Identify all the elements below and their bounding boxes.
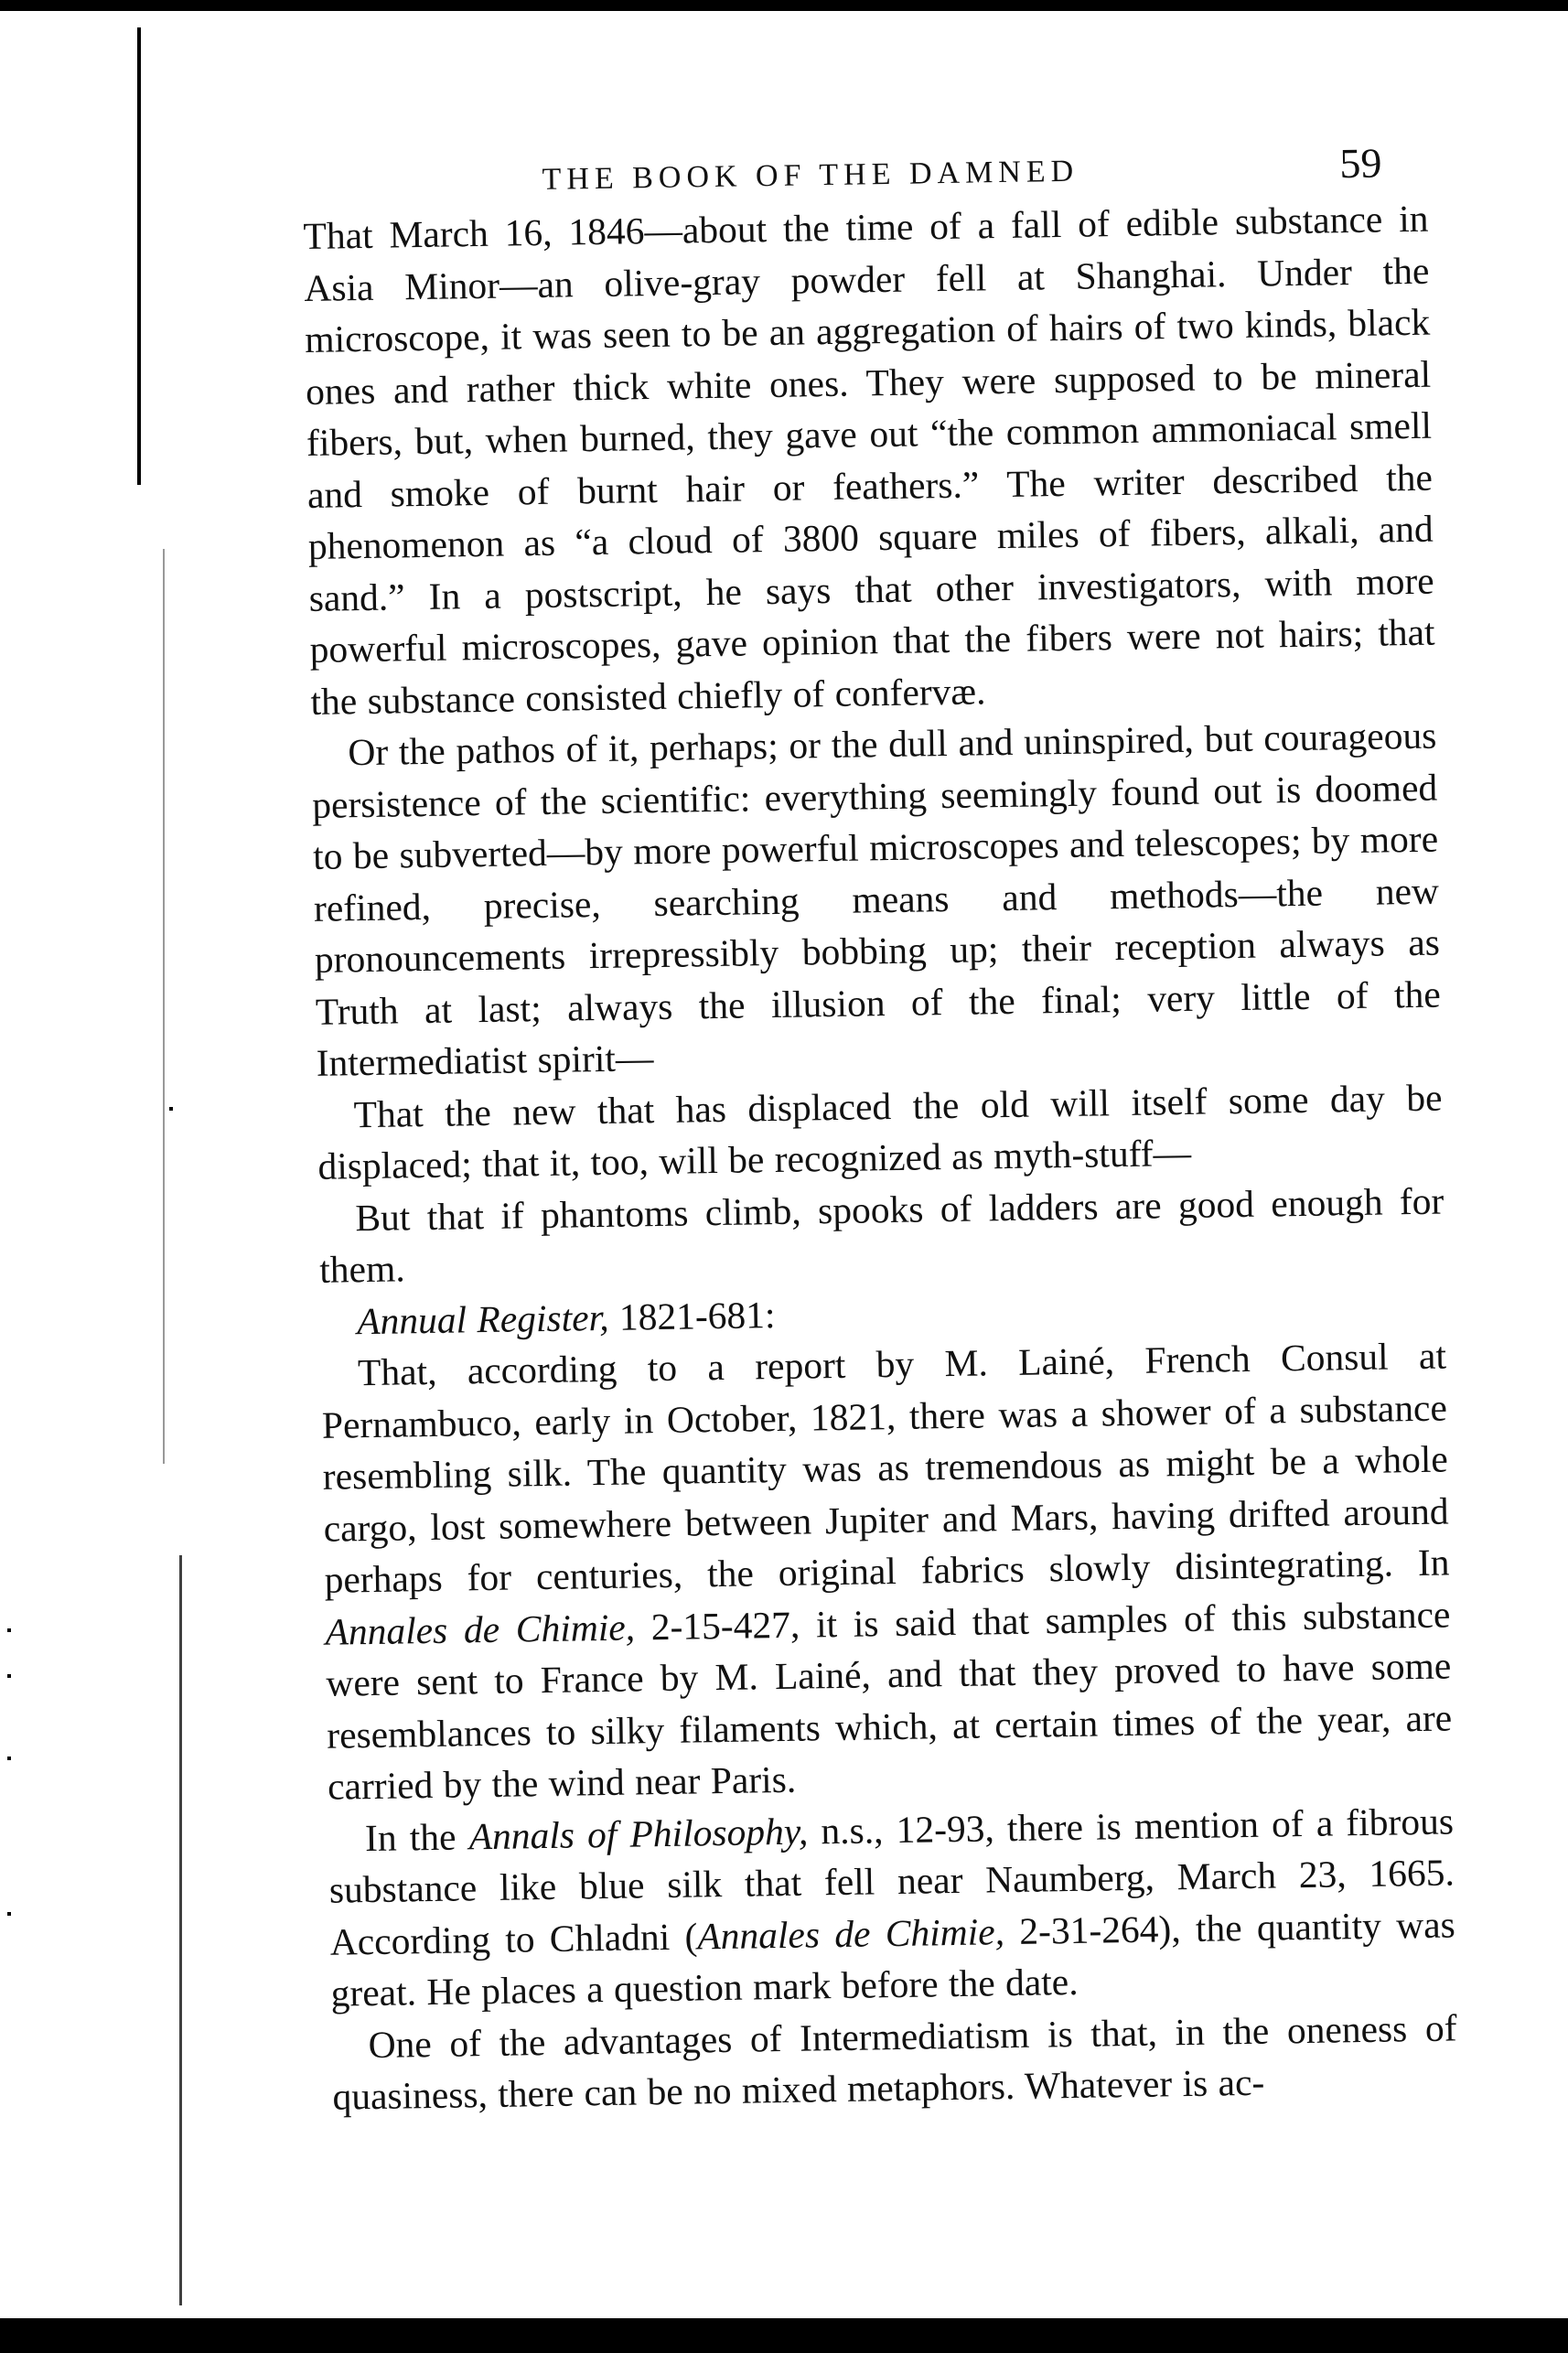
running-title: THE BOOK OF THE DAMNED bbox=[542, 154, 1079, 197]
paragraph bbox=[318, 1175, 1445, 1295]
text-run: In the bbox=[364, 1814, 469, 1859]
scan-edge-top bbox=[0, 0, 1568, 11]
scan-gutter-line bbox=[163, 549, 165, 1464]
text-run: One of the advantages of Intermediatism is that, in the oneness of quasiness, there can be no mixed metaphors. Whatever is ac- bbox=[332, 2005, 1457, 2118]
paragraph bbox=[311, 710, 1442, 1090]
paragraph bbox=[321, 1330, 1454, 1813]
text-run: 2-15-427, it is said that samples of this substance were sent to France by M. Lainé, and that they proved to have some resemblances to silky filaments which, at certain times of the year, are carried by the wind near Paris. bbox=[326, 1592, 1453, 1808]
paragraph bbox=[317, 1071, 1444, 1192]
scan-gutter-line bbox=[137, 27, 141, 485]
text-run: That the new that has displaced the old will itself some day be displaced; that it, too, will be recognized as myth-stuff— bbox=[317, 1076, 1443, 1187]
italic-citation: Annales de Chimie, bbox=[696, 1909, 1005, 1957]
italic-citation: Annals of Philosophy, bbox=[468, 1810, 809, 1857]
text-run: 1821-681: bbox=[608, 1293, 776, 1338]
body-text bbox=[303, 193, 1458, 2123]
scan-speck bbox=[7, 1912, 11, 1916]
text-run: 2-31-264), the quantity was great. He places a question mark before the date. bbox=[330, 1902, 1456, 2015]
scan-edge-bottom bbox=[0, 2318, 1568, 2353]
italic-citation: Annual Register, bbox=[356, 1295, 609, 1342]
page-number: 59 bbox=[1339, 139, 1382, 188]
text-run: n.s., 12-93, there is mention of a fibrous substance like blue silk that fell near Naumberg, March 23, 1665. According to Chladni ( bbox=[328, 1799, 1455, 1963]
paragraph bbox=[331, 2002, 1458, 2122]
text-run: That, according to a report by M. Lainé, French Consul at Pernambuco, early in October, 1821, there was a shower of a substance resembling silk. The quantity was as tremendous as might be a whole cargo, lost somewhere between Jupiter and Mars, having drifted around perhaps for centuries, the original fabrics slowly disintegrating. In bbox=[321, 1334, 1450, 1601]
text-run: Or the pathos of it, perhaps; or the dull and uninspired, but courageous persistence of the scientific: everything seemingly found out is doomed to be subverted—by more powerful microscopes and telescopes; by more refined, precise, searching means and methods—the new pronouncements irrepressibly bobbing up; their reception always as Truth at last; always the illusion of the final; very little of the Intermediatist spirit— bbox=[311, 714, 1442, 1084]
scan-speck bbox=[169, 1107, 173, 1111]
scan-speck bbox=[7, 1674, 11, 1678]
scan-speck bbox=[7, 1628, 11, 1632]
text-run: But that if phantoms climb, spooks of ladders are good enough for them. bbox=[318, 1179, 1444, 1291]
scan-gutter-line bbox=[179, 1555, 182, 2305]
paragraph bbox=[328, 1795, 1456, 2019]
text-run: That March 16, 1846—about the time of a fall of edible substance in Asia Minor—an olive-gray powder fell at Shanghai. Under the microscope, it was seen to be an aggregation of hairs of two kinds, black ones and rather thick white ones. They were supposed to be mineral fibers, but, when burned, they gave out “the common ammoniacal smell and smoke of burnt hair or feathers.” The writer described the phenomenon as “a cloud of 3800 square miles of fibers, alkali, and sand.” In a postscript, he says that other investigators, with more powerful microscopes, gave opinion that the fibers were not hairs; that the substance consisted chiefly of confervæ. bbox=[303, 197, 1435, 723]
paragraph bbox=[303, 193, 1436, 727]
italic-citation: Annales de Chimie, bbox=[325, 1605, 636, 1653]
book-page bbox=[302, 129, 1458, 2123]
scan-speck bbox=[7, 1757, 11, 1760]
